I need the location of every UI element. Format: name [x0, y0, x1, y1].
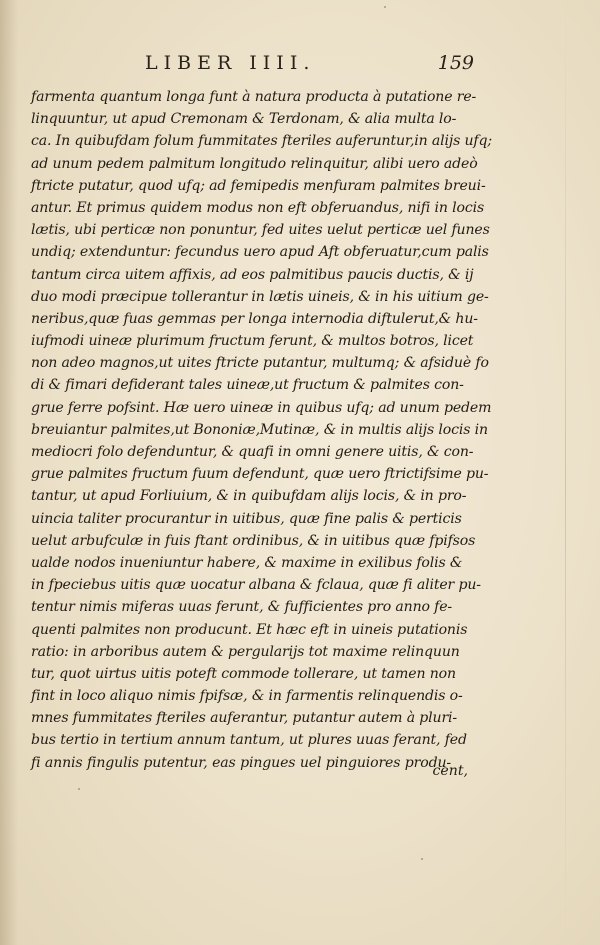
text-line: mediocri folo defenduntur, & quafi in omni genere uitis, & con-	[31, 444, 474, 460]
text-line: quenti palmites non producunt. Et hæc eft in uineis putationis	[31, 621, 468, 638]
text-line: breuiantur palmites,ut Bononiæ,Mutinæ, & in multis alijs locis in	[31, 421, 488, 438]
text-line: ratio: in arboribus autem & pergularijs tot maxime relinquun	[31, 643, 460, 660]
text-line: in fpeciebus uitis quæ uocatur albana & fclaua, quæ fi aliter pu-	[31, 577, 481, 594]
text-line: bus tertio in tertium annum tantum, ut plures uuas ferant, fed	[31, 732, 467, 749]
text-line: grue palmites fructum fuum defendunt, quæ uero ftrictifsime pu-	[31, 466, 489, 483]
paper-speck	[78, 788, 80, 790]
text-line: fi annis fingulis putentur, eas pingues uel pinguiores produ-	[31, 754, 451, 771]
text-line: fint in loco aliquo nimis fpifsæ, & in farmentis relinquendis o-	[31, 688, 463, 705]
page-number: 159	[437, 52, 474, 74]
text-line: neribus,quæ fuas gemmas per longa internodia diftulerut,& hu-	[31, 310, 478, 327]
text-line: undiq; extenduntur: fecundus uero apud Aft obferuatur,cum palis	[31, 244, 489, 261]
text-line: linquuntur, ut apud Cremonam & Terdonam, & alia multa lo-	[31, 111, 457, 128]
text-line: duo modi præcipue tollerantur in lætis uineis, & in his uitium ge-	[31, 288, 489, 305]
text-line: tentur nimis miferas uuas ferunt, & fufficientes pro anno fe-	[31, 599, 453, 616]
text-line: farmenta quantum longa funt à natura producta à putatione re-	[31, 89, 477, 105]
page-header	[0, 52, 600, 82]
text-line: lætis, ubi perticæ non ponuntur, fed uites uelut perticæ uel funes	[31, 222, 490, 239]
text-line: iufmodi uineæ plurimum fructum ferunt, & multos botros, licet	[31, 333, 474, 350]
text-line: ftricte putatur, quod ufq; ad femipedis menfuram palmites breui-	[31, 177, 486, 194]
text-line: tur, quot uirtus uitis poteft commode tollerare, ut tamen non	[31, 665, 456, 682]
text-line: tantum circa uitem affixis, ad eos palmitibus paucis ductis, & ij	[31, 266, 474, 283]
text-line: antur. Et primus quidem modus non eft obferuandus, nifi in locis	[31, 199, 485, 216]
text-line: uincia taliter procurantur in uitibus, quæ fine palis & perticis	[31, 510, 462, 527]
text-line: ualde nodos inueniuntur habere, & maxime in exilibus folis &	[31, 554, 463, 571]
text-line: non adeo magnos,ut uites ftricte putantur, multumq; & afsiduè fo	[31, 355, 489, 372]
paper-speck	[384, 6, 386, 8]
text-line: tantur, ut apud Forliuium, & in quibufdam alijs locis, & in pro-	[31, 488, 467, 505]
catchword: cent,	[432, 763, 468, 779]
text-line: uelut arbufculæ in fuis ftant ordinibus, & in uitibus quæ fpifsos	[31, 532, 476, 549]
paper-speck	[421, 858, 423, 860]
text-line: di & fimari defiderant tales uineæ,ut fructum & palmites con-	[31, 377, 464, 394]
running-title: LIBER IIII.	[145, 52, 316, 74]
page-crease	[565, 0, 566, 945]
text-line: grue ferre pofsint. Hæ uero uineæ in quibus ufq; ad unum pedem	[31, 399, 492, 416]
text-line: mnes fummitates fteriles auferantur, putantur autem à pluri-	[31, 710, 457, 727]
text-line: ca. In quibufdam folum fummitates fteriles auferuntur,in alijs ufq;	[31, 133, 492, 150]
text-line: ad unum pedem palmitum longitudo relinquitur, alibi uero adeò	[31, 155, 478, 172]
